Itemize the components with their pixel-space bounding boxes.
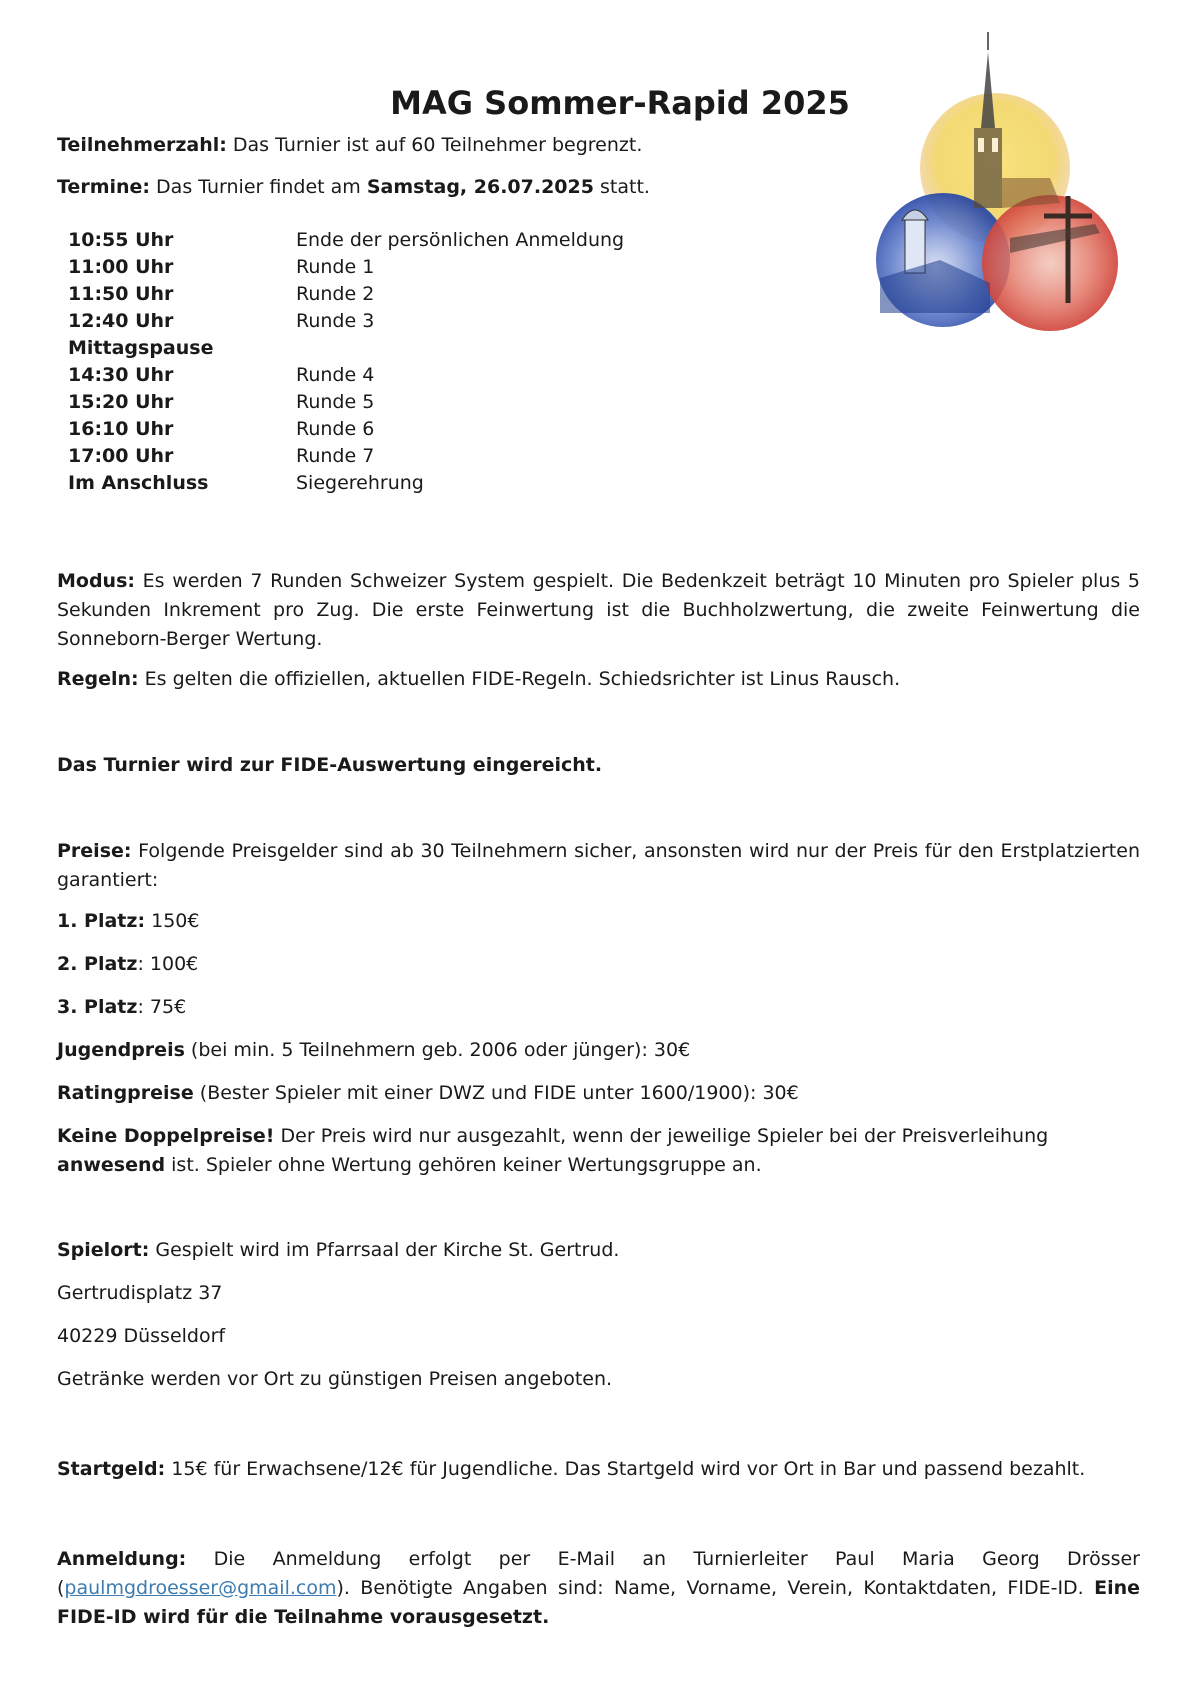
schedule-time: 16:10 Uhr bbox=[68, 418, 174, 440]
prizes-text: Folgende Preisgelder sind ab 30 Teilnehmern sicher, ansonsten wird nur der Preis für den Erstplatzierten garantiert: bbox=[57, 840, 1140, 891]
participants-line bbox=[57, 131, 1140, 160]
no-double-prizes-label: Keine Doppelpreise! bbox=[57, 1125, 275, 1147]
youth-prize-text: (bei min. 5 Teilnehmern geb. 2006 oder jünger): 30€ bbox=[184, 1039, 691, 1061]
prize-second-label: 2. Platz bbox=[57, 953, 138, 975]
schedule-event: Ende der persönlichen Anmeldung bbox=[296, 229, 625, 251]
registration-label: Anmeldung: bbox=[57, 1548, 187, 1570]
schedule-row bbox=[68, 470, 624, 497]
venue-paragraph bbox=[57, 1236, 1140, 1265]
schedule-row bbox=[68, 389, 624, 416]
schedule-row bbox=[68, 443, 624, 470]
mode-paragraph bbox=[57, 567, 1140, 654]
rules-text: Es gelten die offiziellen, aktuellen FIDE-Regeln. Schiedsrichter ist Linus Rausch. bbox=[138, 668, 901, 690]
venue-city-text: 40229 Düsseldorf bbox=[57, 1325, 226, 1347]
schedule-event: Runde 3 bbox=[296, 310, 375, 332]
schedule-event: Runde 1 bbox=[296, 256, 375, 278]
schedule-event: Runde 7 bbox=[296, 445, 375, 467]
schedule-time: 11:50 Uhr bbox=[68, 283, 174, 305]
no-double-prizes-text-end: ist. Spieler ohne Wertung gehören keiner Wertungsgruppe an. bbox=[165, 1154, 762, 1176]
drinks-note bbox=[57, 1365, 1140, 1394]
registration-paragraph bbox=[57, 1545, 1140, 1632]
dates-text-before: Das Turnier findet am bbox=[150, 176, 367, 198]
schedule-event: Runde 4 bbox=[296, 364, 375, 386]
schedule-row bbox=[68, 281, 624, 308]
prizes-paragraph bbox=[57, 837, 1140, 895]
prizes-label: Preise: bbox=[57, 840, 132, 862]
schedule-row bbox=[68, 308, 624, 335]
schedule-time: 17:00 Uhr bbox=[68, 445, 174, 467]
registration-paren: ( bbox=[57, 1577, 65, 1599]
email-link[interactable]: paulmgdroesser@gmail.com bbox=[64, 1577, 337, 1599]
dates-line bbox=[57, 173, 1140, 202]
dates-text-after: statt. bbox=[593, 176, 650, 198]
venue-street-text: Gertrudisplatz 37 bbox=[57, 1282, 223, 1304]
venue-city bbox=[57, 1322, 1140, 1351]
schedule-event: Runde 6 bbox=[296, 418, 375, 440]
prize-second bbox=[57, 950, 1140, 979]
schedule-row bbox=[68, 227, 624, 254]
schedule-event: Runde 2 bbox=[296, 283, 375, 305]
rating-prize-label: Ratingpreise bbox=[57, 1082, 194, 1104]
rating-prize-text: (Bester Spieler mit einer DWZ und FIDE unter 1600/1900): 30€ bbox=[193, 1082, 799, 1104]
prize-third bbox=[57, 993, 1140, 1022]
schedule-time: Im Anschluss bbox=[68, 472, 209, 494]
fide-id-requirement: Eine FIDE-ID wird für die Teilnahme vorausgesetzt. bbox=[57, 1577, 1140, 1628]
mode-label: Modus: bbox=[57, 570, 135, 592]
venue-text: Gespielt wird im Pfarrsaal der Kirche St. Gertrud. bbox=[149, 1239, 620, 1261]
prize-first bbox=[57, 907, 1140, 936]
schedule-time: 11:00 Uhr bbox=[68, 256, 174, 278]
venue-street bbox=[57, 1279, 1140, 1308]
present-emphasis: anwesend bbox=[57, 1154, 166, 1176]
prize-third-value: : 75€ bbox=[137, 996, 187, 1018]
prize-second-value: : 100€ bbox=[137, 953, 199, 975]
fide-notice-text: Das Turnier wird zur FIDE-Auswertung eingereicht. bbox=[57, 754, 603, 776]
event-date: Samstag, 26.07.2025 bbox=[366, 176, 594, 198]
drinks-note-text: Getränke werden vor Ort zu günstigen Preisen angeboten. bbox=[57, 1368, 613, 1390]
youth-prize-label: Jugendpreis bbox=[57, 1039, 185, 1061]
schedule-table bbox=[68, 227, 624, 497]
dates-label: Termine: bbox=[57, 176, 151, 198]
schedule-row bbox=[68, 335, 624, 362]
schedule-time: 10:55 Uhr bbox=[68, 229, 174, 251]
no-double-prizes-text: Der Preis wird nur ausgezahlt, wenn der jeweilige Spieler bei der Preisverleihung bbox=[274, 1125, 1049, 1147]
entry-fee-label: Startgeld: bbox=[57, 1458, 166, 1480]
registration-text: Die Anmeldung erfolgt per E-Mail an Turnierleiter Paul Maria Georg Drösser bbox=[186, 1548, 1140, 1570]
schedule-event: Siegerehrung bbox=[296, 472, 424, 494]
page-title: MAG Sommer-Rapid 2025 bbox=[390, 84, 850, 122]
entry-fee-paragraph bbox=[57, 1455, 1140, 1484]
schedule-time: 15:20 Uhr bbox=[68, 391, 174, 413]
prize-third-label: 3. Platz bbox=[57, 996, 138, 1018]
schedule-time: 14:30 Uhr bbox=[68, 364, 174, 386]
schedule-row bbox=[68, 416, 624, 443]
venue-label: Spielort: bbox=[57, 1239, 150, 1261]
participants-label: Teilnehmerzahl: bbox=[57, 134, 227, 156]
registration-details: ). Benötigte Angaben sind: Name, Vorname, Verein, Kontaktdaten, FIDE-ID. bbox=[336, 1577, 1095, 1599]
mode-text: Es werden 7 Runden Schweizer System gespielt. Die Bedenkzeit beträgt 10 Minuten pro Spieler plus 5 Sekunden Inkrement pro Zug. Die erste Feinwertung ist die Buchholzwertung, die zweite Feinwertung die Sonneborn-Berger Wertung. bbox=[57, 570, 1140, 650]
prize-first-value: 150€ bbox=[145, 910, 200, 932]
entry-fee-text: 15€ für Erwachsene/12€ für Jugendliche. Das Startgeld wird vor Ort in Bar und passend bezahlt. bbox=[165, 1458, 1086, 1480]
rules-label: Regeln: bbox=[57, 668, 139, 690]
schedule-row bbox=[68, 254, 624, 281]
schedule-row bbox=[68, 362, 624, 389]
youth-prize bbox=[57, 1036, 1140, 1065]
prize-first-label: 1. Platz: bbox=[57, 910, 146, 932]
rules-paragraph bbox=[57, 665, 1140, 694]
schedule-event: Runde 5 bbox=[296, 391, 375, 413]
participants-text: Das Turnier ist auf 60 Teilnehmer begrenzt. bbox=[226, 134, 643, 156]
no-double-prizes bbox=[57, 1122, 1140, 1180]
rating-prize bbox=[57, 1079, 1140, 1108]
schedule-time: Mittagspause bbox=[68, 337, 214, 359]
fide-notice bbox=[57, 751, 1140, 780]
schedule-time: 12:40 Uhr bbox=[68, 310, 174, 332]
